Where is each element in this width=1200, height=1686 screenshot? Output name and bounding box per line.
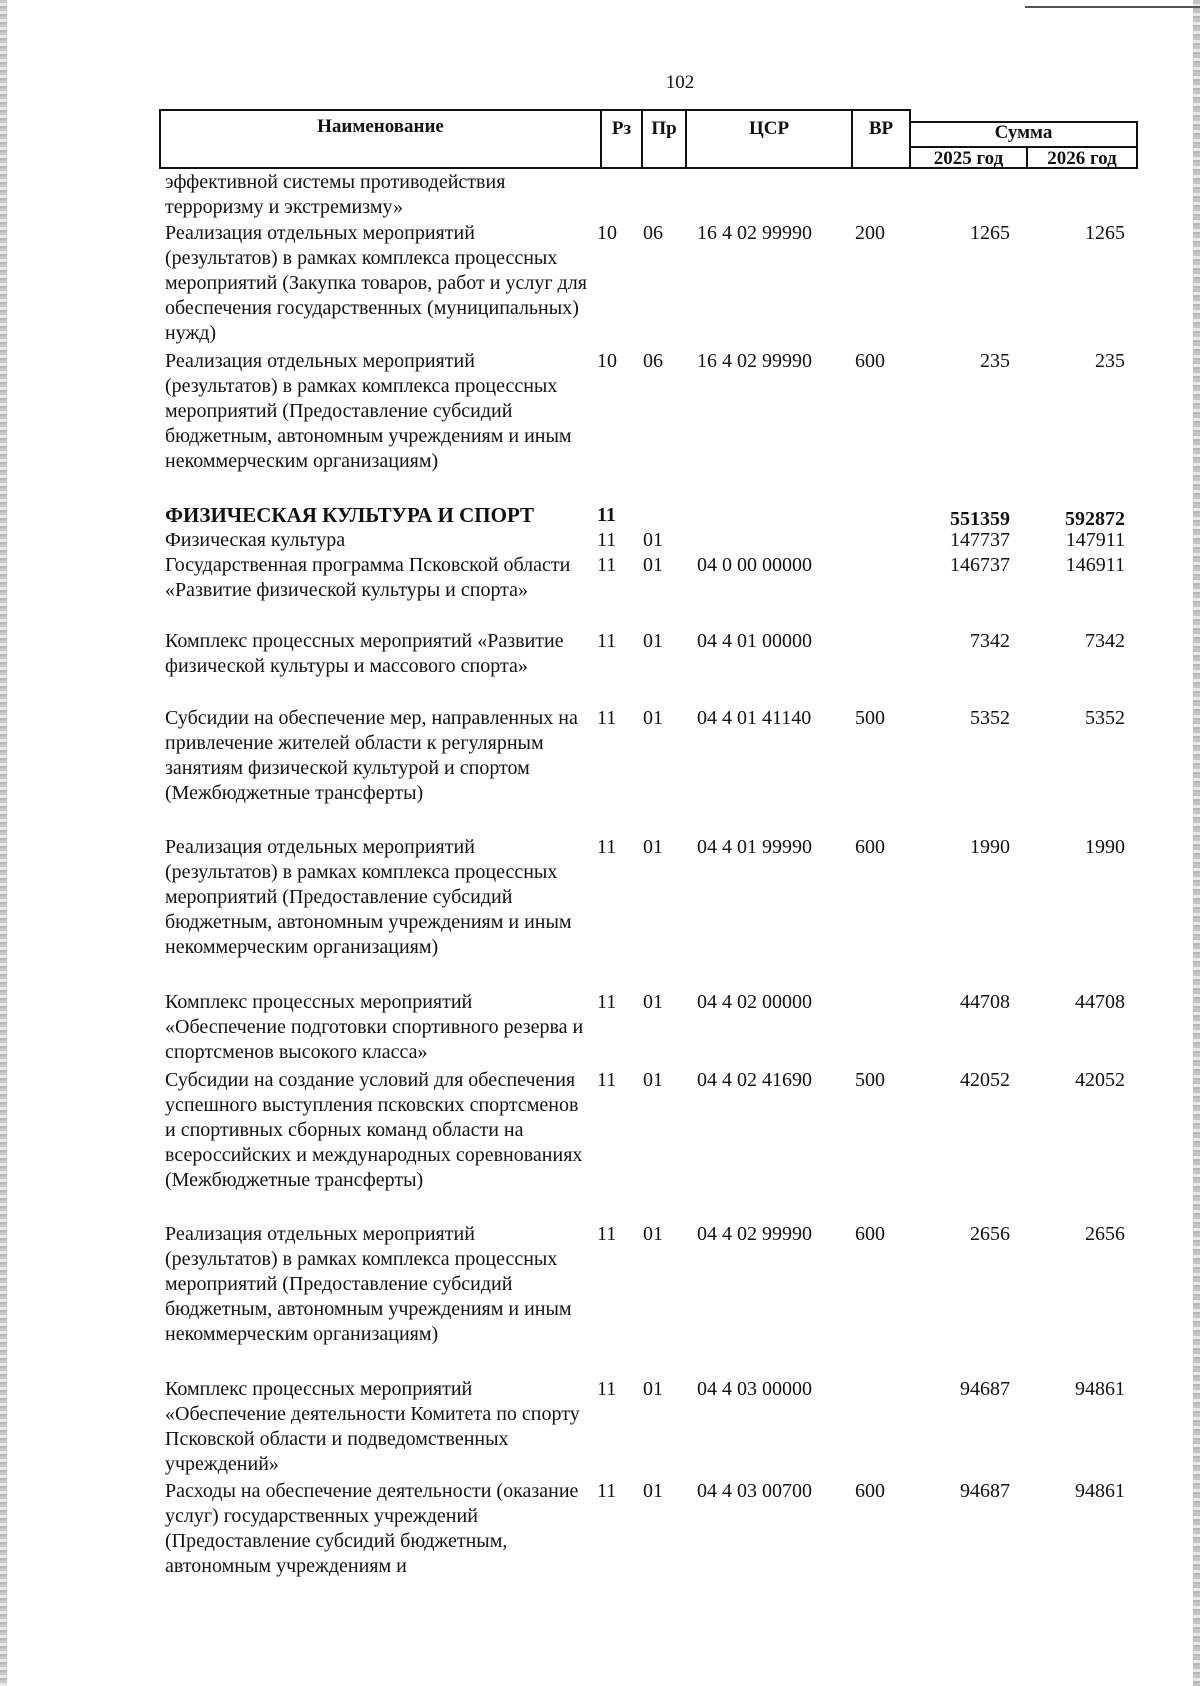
row-sum-2026: 592872 bbox=[1065, 508, 1125, 530]
row-sum-2025: 2656 bbox=[970, 1223, 1010, 1245]
row-vr: 600 bbox=[855, 1223, 885, 1245]
page-number: 102 bbox=[665, 72, 695, 93]
row-sum-2026: 1990 bbox=[1085, 836, 1125, 858]
header-vr: ВР bbox=[868, 118, 894, 139]
row-csr: 16 4 02 99990 bbox=[697, 350, 812, 372]
row-sum-2025: 42052 bbox=[960, 1069, 1010, 1091]
row-csr: 04 4 01 00000 bbox=[697, 630, 812, 652]
row-name: Реализация отдельных мероприятий (результатов) в рамках комплекса процессных мероприятий (Предоставление субсидий бюджетным, автономным учреждениям и иным некоммерческим организациям) bbox=[165, 1223, 572, 1345]
row-sum-2025: 1265 bbox=[970, 222, 1010, 244]
row-pr: 06 bbox=[643, 222, 663, 244]
header-top-border bbox=[159, 109, 909, 111]
header-rz: Рз bbox=[611, 118, 632, 139]
row-pr: 01 bbox=[643, 707, 663, 729]
header-name: Наименование bbox=[317, 116, 444, 137]
row-rz: 10 bbox=[597, 222, 617, 244]
row-pr: 01 bbox=[643, 1223, 663, 1245]
row-sum-2026: 2656 bbox=[1085, 1223, 1125, 1245]
row-csr: 04 0 00 00000 bbox=[697, 554, 812, 576]
row-name: Физическая культура bbox=[165, 529, 346, 551]
row-name: Субсидии на создание условий для обеспечения успешного выступления псковских спортсменов и спортивных сборных команд области на всероссийских и международных соревнованиях (Межбюджетные трансферты) bbox=[165, 1069, 583, 1191]
row-pr: 01 bbox=[643, 1480, 663, 1502]
row-sum-2025: 1990 bbox=[970, 836, 1010, 858]
row-pr: 01 bbox=[643, 630, 663, 652]
row-name: Реализация отдельных мероприятий (результатов) в рамках комплекса процессных мероприятий (Предоставление субсидий бюджетным, автономным учреждениям и иным некоммерческим организациям) bbox=[165, 350, 572, 472]
row-sum-2026: 235 bbox=[1095, 350, 1125, 372]
row-vr: 600 bbox=[855, 1480, 885, 1502]
row-rz: 11 bbox=[597, 1069, 617, 1091]
row-pr: 01 bbox=[643, 991, 663, 1013]
row-sum-2025: 5352 bbox=[970, 707, 1010, 729]
scan-edge-right bbox=[1193, 0, 1200, 1686]
row-rz: 11 bbox=[597, 836, 617, 858]
header-year-2026: 2026 год bbox=[1047, 148, 1117, 169]
row-rz: 11 bbox=[597, 529, 617, 551]
header-sum: Сумма bbox=[994, 122, 1053, 143]
row-vr: 600 bbox=[855, 836, 885, 858]
row-sum-2025: 235 bbox=[980, 350, 1010, 372]
row-rz: 11 bbox=[597, 1378, 617, 1400]
row-csr: 04 4 01 41140 bbox=[697, 707, 812, 729]
row-sum-2026: 147911 bbox=[1065, 529, 1125, 551]
row-sum-2025: 94687 bbox=[960, 1378, 1010, 1400]
header-pr: Пр bbox=[651, 118, 677, 139]
row-name: Комплекс процессных мероприятий «Обеспечение деятельности Комитета по спорту Псковской области и подведомственных учреждений» bbox=[165, 1378, 580, 1475]
row-rz: 11 bbox=[597, 630, 617, 652]
row-name: Субсидии на обеспечение мер, направленных на привлечение жителей области к регулярным занятиям физической культурой и спортом (Межбюджетные трансферты) bbox=[165, 707, 578, 804]
row-sum-2025: 147737 bbox=[950, 529, 1010, 551]
row-sum-2026: 5352 bbox=[1085, 707, 1125, 729]
row-vr: 500 bbox=[855, 1069, 885, 1091]
header-year-2025: 2025 год bbox=[933, 148, 1004, 169]
row-rz: 11 bbox=[597, 1480, 617, 1502]
row-sum-2025: 44708 bbox=[960, 991, 1010, 1013]
row-csr: 04 4 01 99990 bbox=[697, 836, 812, 858]
row-sum-2026: 1265 bbox=[1085, 222, 1125, 244]
row-pr: 06 bbox=[643, 350, 663, 372]
row-name: ФИЗИЧЕСКАЯ КУЛЬТУРА И СПОРТ bbox=[165, 503, 535, 527]
row-csr: 16 4 02 99990 bbox=[697, 222, 812, 244]
row-pr: 01 bbox=[643, 1378, 663, 1400]
row-pr: 01 bbox=[643, 836, 663, 858]
row-pr: 01 bbox=[643, 1069, 663, 1091]
row-rz: 11 bbox=[597, 707, 617, 729]
row-sum-2025: 7342 bbox=[970, 630, 1010, 652]
row-sum-2026: 44708 bbox=[1075, 991, 1125, 1013]
row-sum-2026: 42052 bbox=[1075, 1069, 1125, 1091]
row-pr: 01 bbox=[643, 529, 663, 551]
row-sum-2026: 7342 bbox=[1085, 630, 1125, 652]
row-name: Комплекс процессных мероприятий «Обеспечение подготовки спортивного резерва и спортсменов высокого класса» bbox=[165, 991, 584, 1063]
row-csr: 04 4 02 41690 bbox=[697, 1069, 812, 1091]
header-csr: ЦСР bbox=[748, 118, 790, 139]
header-right-border bbox=[1136, 121, 1138, 169]
row-sum-2026: 94861 bbox=[1075, 1378, 1125, 1400]
scan-mark-top bbox=[1025, 6, 1200, 8]
row-name: Реализация отдельных мероприятий (результатов) в рамках комплекса процессных мероприятий (Предоставление субсидий бюджетным, автономным учреждениям и иным некоммерческим организациям) bbox=[165, 836, 572, 958]
row-csr: 04 4 03 00000 bbox=[697, 1378, 812, 1400]
row-rz: 10 bbox=[597, 350, 617, 372]
row-sum-2026: 146911 bbox=[1065, 554, 1125, 576]
row-rz: 11 bbox=[597, 991, 617, 1013]
row-name: Государственная программа Псковской области «Развитие физической культуры и спорта» bbox=[165, 554, 571, 601]
row-name: Комплекс процессных мероприятий «Развитие физической культуры и массового спорта» bbox=[165, 630, 564, 677]
row-rz: 11 bbox=[597, 504, 616, 526]
row-sum-2026: 94861 bbox=[1075, 1480, 1125, 1502]
scan-edge-left bbox=[0, 0, 7, 1686]
row-vr: 200 bbox=[855, 222, 885, 244]
row-sum-2025: 94687 bbox=[960, 1480, 1010, 1502]
row-name: эффективной системы противодействия терроризму и экстремизму» bbox=[165, 171, 506, 218]
row-csr: 04 4 02 99990 bbox=[697, 1223, 812, 1245]
row-vr: 600 bbox=[855, 350, 885, 372]
row-rz: 11 bbox=[597, 554, 617, 576]
row-sum-2025: 551359 bbox=[950, 508, 1010, 530]
row-name: Реализация отдельных мероприятий (результатов) в рамках комплекса процессных мероприятий (Закупка товаров, работ и услуг для обеспечения государственных (муниципальных) нужд) bbox=[165, 222, 587, 344]
row-csr: 04 4 03 00700 bbox=[697, 1480, 812, 1502]
row-csr: 04 4 02 00000 bbox=[697, 991, 812, 1013]
row-sum-2025: 146737 bbox=[950, 554, 1010, 576]
row-pr: 01 bbox=[643, 554, 663, 576]
row-vr: 500 bbox=[855, 707, 885, 729]
row-rz: 11 bbox=[597, 1223, 617, 1245]
row-name: Расходы на обеспечение деятельности (оказание услуг) государственных учреждений (Предоставление субсидий бюджетным, автономным учреждениям и bbox=[165, 1480, 579, 1577]
